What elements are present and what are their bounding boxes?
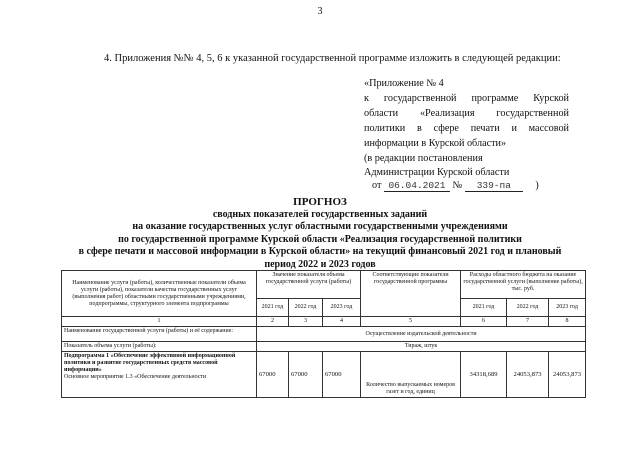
volume-indicator-label: Показатель объема услуги (работы): (62, 342, 257, 352)
annex-line-2: к государственной программе Курской (364, 93, 569, 104)
service-name-value: Осуществление издательской деятельности (257, 327, 586, 342)
expense-2023-value: 24053,873 (549, 352, 586, 398)
index-cell: 5 (361, 317, 461, 327)
annex-line-7: Администрации Курской области (364, 167, 510, 178)
index-cell: 6 (461, 317, 507, 327)
index-cell: 1 (62, 317, 257, 327)
annex-date-line (372, 180, 539, 192)
header-volume-2023: 2023 год (323, 299, 361, 317)
index-cell: 2 (257, 317, 289, 327)
index-cell: 7 (507, 317, 549, 327)
header-expense-2021: 2021 год (461, 299, 507, 317)
header-expense-2022: 2022 год (507, 299, 549, 317)
title-line-2: сводных показателей государственных заданий (212, 209, 428, 220)
header-volume-2022: 2022 год (289, 299, 323, 317)
expense-2021-value: 34318,689 (461, 352, 507, 398)
header-expense-2023: 2023 год (549, 299, 586, 317)
header-indicators-column: Соответствующие показатели государственной программы (361, 271, 461, 317)
page-number: 3 (317, 6, 323, 17)
number-prefix: № (452, 180, 463, 191)
header-volume-2021: 2021 год (257, 299, 289, 317)
index-cell: 8 (549, 317, 586, 327)
title-line-5: в сфере печати и массовой информации в Курской области» на текущий финансовый 2021 год и плановый (78, 246, 562, 257)
indicator-value: Количество выпускаемых номеров газет и год, единиц (361, 352, 461, 398)
title-line-4: по государственной программе Курской области «Реализация государственной политики (118, 234, 522, 245)
closing-paren: ) (535, 180, 539, 191)
number-value: 339-па (465, 180, 523, 192)
header-expenses-column: Расходы областного бюджета на оказание государственной услуги (выполнение работы), тыс. руб. (461, 271, 586, 299)
annex-line-5: информации в Курской области» (364, 138, 507, 149)
date-value: 06.04.2021 (384, 180, 450, 192)
volume-indicator-value: Тираж, штук (257, 342, 586, 352)
annex-line-3: области «Реализация государственной (364, 108, 569, 119)
title-line-3: на оказание государственных услуг областными государственными учреждениями (132, 221, 508, 232)
volume-2021-value: 67000 (257, 352, 289, 398)
document-title: ПРОГНОЗ (293, 196, 347, 208)
volume-2023-value: 67000 (323, 352, 361, 398)
annex-line-4: политики в сфере печати и массовой (364, 123, 569, 134)
header-volume-column: Значение показателя объема государственной услуги (работы) (257, 271, 361, 299)
annex-line-1: «Приложение № 4 (364, 78, 444, 89)
annex-line-6: (в редакции постановления (364, 153, 483, 164)
title-line-6: период 2022 и 2023 годов (264, 259, 376, 270)
intro-paragraph: 4. Приложения №№ 4, 5, 6 к указанной государственной программе изложить в следующей редакции: (104, 53, 561, 64)
volume-2022-value: 67000 (289, 352, 323, 398)
subprogram-cell (62, 352, 257, 398)
forecast-table (61, 270, 586, 398)
expense-2022-value: 24053,873 (507, 352, 549, 398)
header-service-column: Наименование услуги (работы), количественные показатели объема услуги (работы), показатели качества государственных услуг (выполнения работ) областными государственными учреждениями, подпрограммы, структурного элемента подпрограммы (62, 271, 257, 317)
index-cell: 3 (289, 317, 323, 327)
index-cell: 4 (323, 317, 361, 327)
date-prefix: от (372, 180, 382, 191)
main-event-label: Основное мероприятие 1.3 «Обеспечение деятельности (64, 374, 207, 380)
subprogram-label: Подпрограмма 1 «Обеспечение эффективной информационной политики и развитие государственных средств массовой информации» (64, 353, 236, 373)
service-name-label: Наименование государственной услуги (работы) и её содержание: (62, 327, 257, 342)
